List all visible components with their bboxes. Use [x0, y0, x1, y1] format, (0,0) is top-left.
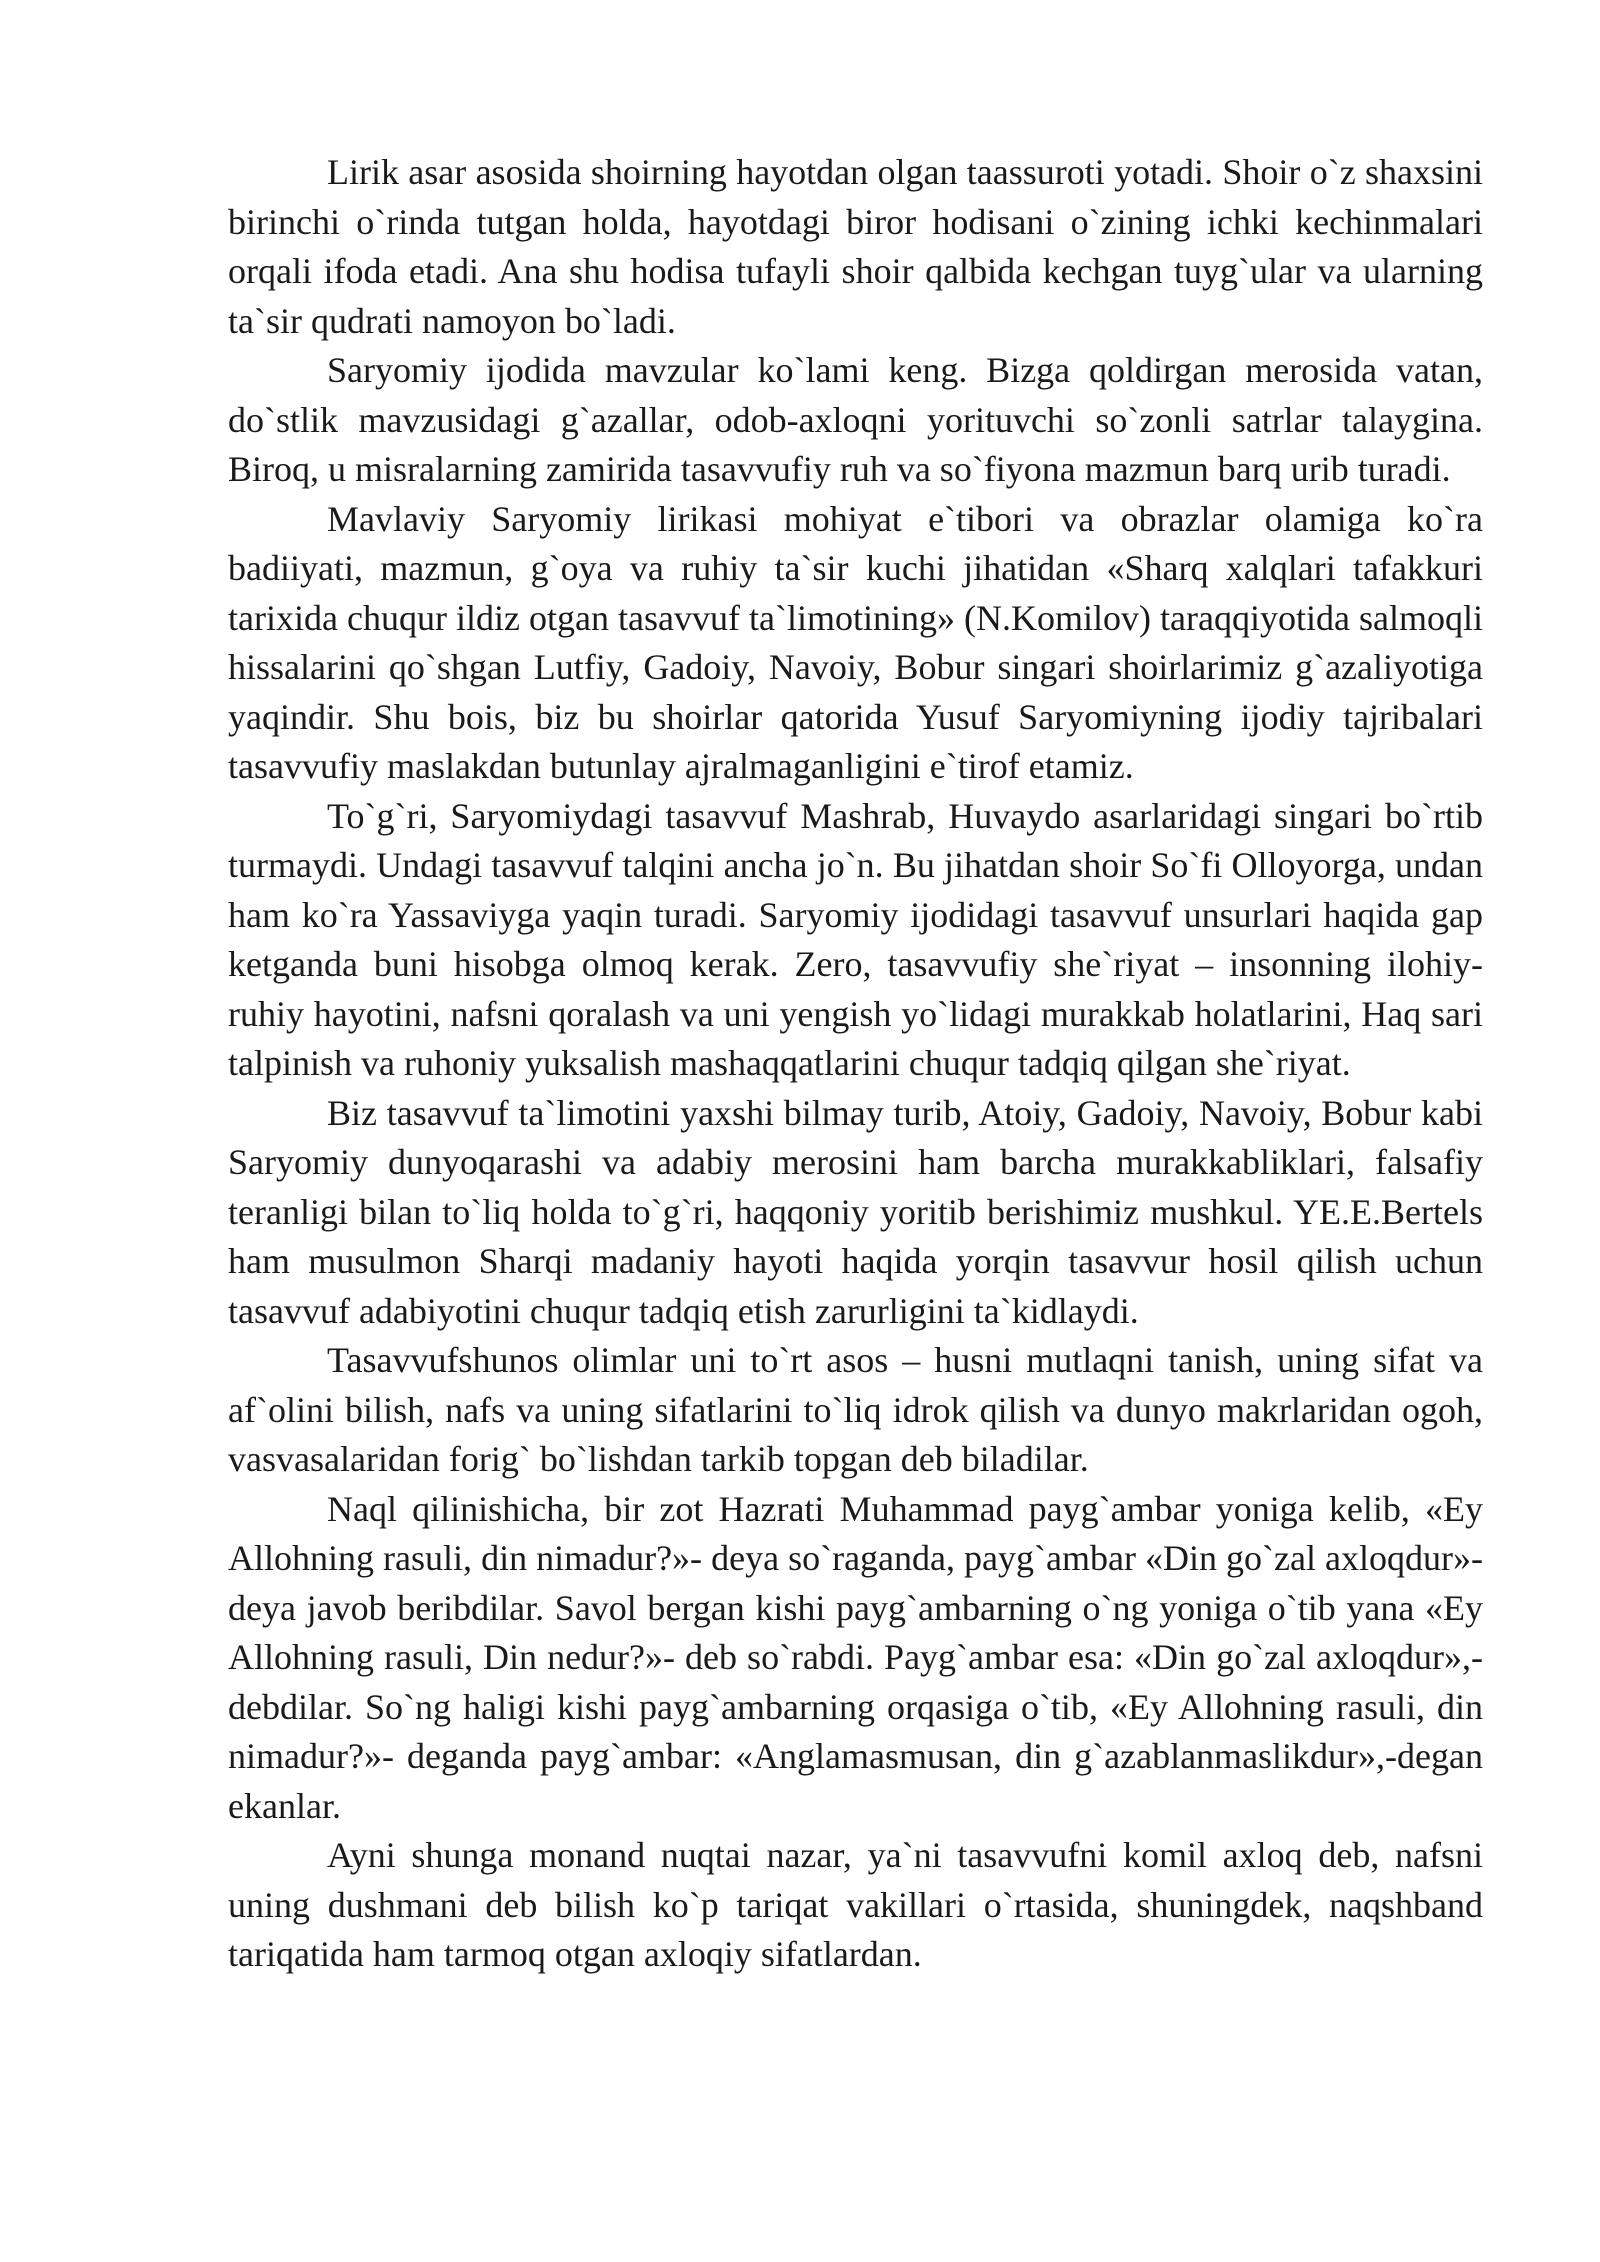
paragraph-1: Lirik asar asosida shoirning hayotdan olgan taassuroti yotadi. Shoir o`z shaxsini birinchi o`rinda tutgan holda, hayotdagi biror hodisani o`zining ichki kechinmalari orqali ifoda etadi. Ana shu hodisa tufayli shoir qalbida kechgan tuyg`ular va ularning ta`sir qudrati namoyon bo`ladi.	[228, 152, 1483, 341]
paragraph-5: Biz tasavvuf ta`limotini yaxshi bilmay turib, Atoiy, Gadoiy, Navoiy, Bobur kabi Saryomiy dunyoqarashi va adabiy merosini ham barcha murakkabliklari, falsafiy teranligi bilan to`liq holda to`g`ri, haqqoniy yoritib berishimiz mushkul. YE.E.Bertels ham musulmon Sharqi madaniy hayoti haqida yorqin tasavvur hosil qilish uchun tasavvuf adabiyotini chuqur tadqiq etish zarurligini ta`kidlaydi.	[228, 1092, 1483, 1331]
paragraph-7: Naql qilinishicha, bir zot Hazrati Muhammad payg`ambar yoniga kelib, «Ey Allohning rasuli, din nimadur?»- deya so`raganda, payg`ambar «Din go`zal axloqdur»- deya javob beribdilar. Savol bergan kishi payg`ambarning o`ng yoniga o`tib yana «Ey Allohning rasuli, Din nedur?»- deb so`rabdi. Payg`ambar esa: «Din go`zal axloqdur»,- debdilar. So`ng haligi kishi payg`ambarning orqasiga o`tib, «Ey Allohning rasuli, din nimadur?»- deganda payg`ambar: «Anglamasmusan, din g`azablanmaslikdur»,-degan ekanlar.	[228, 1488, 1483, 1826]
paragraph-3: Mavlaviy Saryomiy lirikasi mohiyat e`tibori va obrazlar olamiga ko`ra badiiyati, mazmun, g`oya va ruhiy ta`sir kuchi jihatidan «Sharq xalqlari tafakkuri tarixida chuqur ildiz otgan tasavvuf ta`limotining» (N.Komilov) taraqqiyotida salmoqli hissalarini qo`shgan Lutfiy, Gadoiy, Navoiy, Bobur singari shoirlarimiz g`azaliyotiga yaqindir. Shu bois, biz bu shoirlar qatorida Yusuf Saryomiyning ijodiy tajribalari tasavvufiy maslakdan butunlay ajralmaganligini e`tirof etamiz.	[228, 498, 1483, 786]
paragraph-6: Tasavvufshunos olimlar uni to`rt asos – husni mutlaqni tanish, uning sifat va af`olini bilish, nafs va uning sifatlarini to`liq idrok qilish va dunyo makrlaridan ogoh, vasvasalaridan forig` bo`lishdan tarkib topgan deb biladilar.	[228, 1340, 1483, 1479]
document-page	[228, 148, 1483, 1980]
paragraph-4: To`g`ri, Saryomiydagi tasavvuf Mashrab, Huvaydo asarlaridagi singari bo`rtib turmaydi. Undagi tasavvuf talqini ancha jo`n. Bu jihatdan shoir So`fi Olloyorga, undan ham ko`ra Yassaviyga yaqin turadi. Saryomiy ijodidagi tasavvuf unsurlari haqida gap ketganda buni hisobga olmoq kerak. Zero, tasavvufiy she`riyat – insonning ilohiy-ruhiy hayotini, nafsni qoralash va uni yengish yo`lidagi murakkab holatlarini, Haq sari talpinish va ruhoniy yuksalish mashaqqatlarini chuqur tadqiq qilgan she`riyat.	[228, 795, 1483, 1083]
paragraph-2: Saryomiy ijodida mavzular ko`lami keng. Bizga qoldirgan merosida vatan, do`stlik mavzusidagi g`azallar, odob-axloqni yorituvchi so`zonli satrlar talaygina. Biroq, u misralarning zamirida tasavvufiy ruh va so`fiyona mazmun barq urib turadi.	[228, 350, 1483, 489]
paragraph-8: Ayni shunga monand nuqtai nazar, ya`ni tasavvufni komil axloq deb, nafsni uning dushmani deb bilish ko`p tariqat vakillari o`rtasida, shuningdek, naqshband tariqatida ham tarmoq otgan axloqiy sifatlardan.	[228, 1835, 1483, 1974]
